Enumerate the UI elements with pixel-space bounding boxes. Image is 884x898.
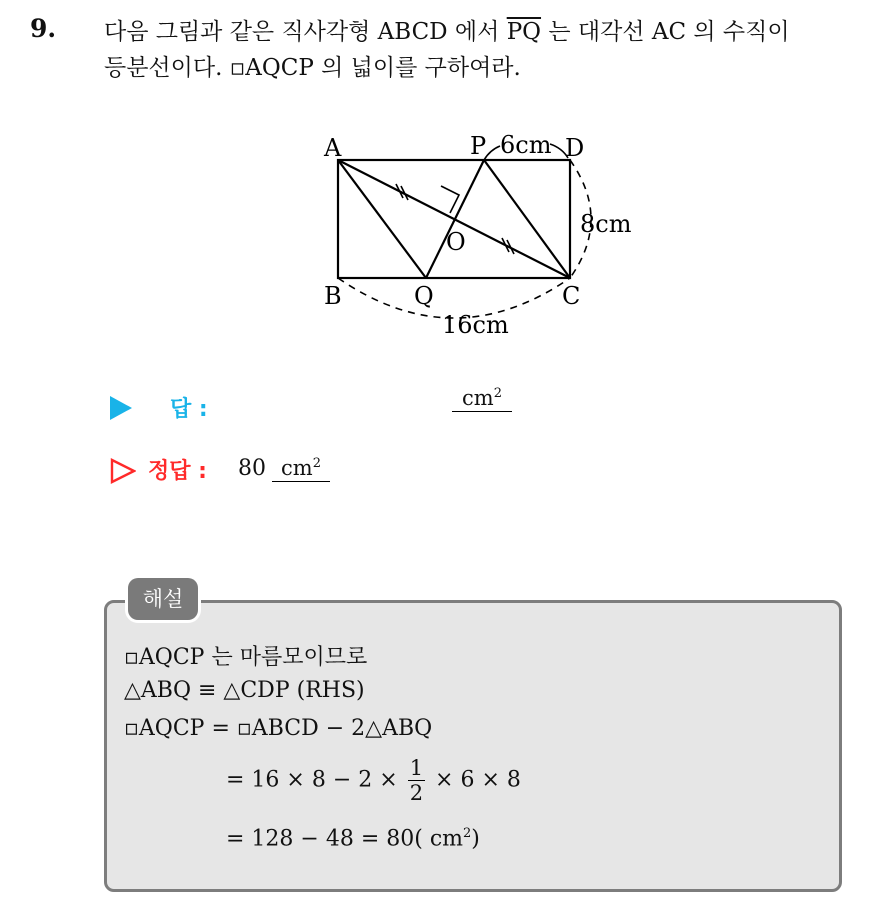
correct-answer-row <box>110 454 410 488</box>
play-icon <box>110 396 132 420</box>
arc-pd-left <box>484 146 500 160</box>
segment-pq: $\overline{PQ}$ <box>506 19 542 45</box>
segment-aq <box>338 160 426 278</box>
correct-answer-value: 80 <box>238 456 266 481</box>
solution-line-4-post: × 6 × 8 <box>428 767 521 793</box>
question-line-1-prefix: 다음 그림과 같은 직사각형 ABCD 에서 <box>104 19 507 45</box>
solution-line-4 <box>226 756 521 805</box>
label-dc-length: 8cm <box>580 210 632 238</box>
label-d: D <box>565 134 585 162</box>
question-line-1 <box>104 14 790 50</box>
correct-answer-unit: cm <box>281 456 313 480</box>
solution-line-5 <box>226 826 480 851</box>
segment-pq-line <box>426 160 484 278</box>
right-angle-mark <box>441 186 459 213</box>
question-number: 9. <box>30 14 57 43</box>
label-a: A <box>324 134 342 162</box>
label-c: C <box>562 282 581 310</box>
solution-tag: 해설 <box>128 578 198 620</box>
rectangle-figure <box>310 128 650 348</box>
label-p: P <box>470 132 487 160</box>
solution-line-5-post: ) <box>471 826 480 852</box>
solution-line-5-exponent: 2 <box>463 826 472 841</box>
solution-line-1: ▫AQCP 는 마름모이므로 <box>124 645 368 670</box>
label-q: Q <box>414 282 434 310</box>
label-o: O <box>446 228 466 256</box>
fraction-denominator: 2 <box>409 781 424 805</box>
question-text <box>104 14 790 86</box>
answer-label: 답 : <box>170 397 208 422</box>
correct-answer-unit-exponent: 2 <box>312 456 321 471</box>
solution-line-3: ▫AQCP = ▫ABCD − 2△ABQ <box>124 716 433 741</box>
segment-pc <box>484 160 570 278</box>
label-pd-length: 6cm <box>500 131 552 159</box>
question-line-1-suffix: 는 대각선 AC 의 수직이 <box>541 19 790 45</box>
solution-line-2: △ABQ ≡ △CDP (RHS) <box>124 678 365 703</box>
answer-unit: cm <box>462 386 494 410</box>
label-bc-length: 16cm <box>442 311 509 339</box>
fraction-numerator: 1 <box>409 756 424 780</box>
solution-line-4-pre: = 16 × 8 − 2 × <box>226 767 405 793</box>
label-b: B <box>324 282 342 310</box>
answer-blank[interactable] <box>452 386 512 412</box>
correct-answer-label: 정답 : <box>148 459 207 484</box>
question-line-2: 등분선이다. ▫AQCP 의 넓이를 구하여라. <box>104 55 521 81</box>
play-outline-icon <box>110 458 136 484</box>
solution-line-5-pre: = 128 − 48 = 80( cm <box>226 826 464 852</box>
correct-answer-unit-box <box>272 456 330 482</box>
fraction-one-half <box>408 756 425 805</box>
answer-row <box>110 386 530 424</box>
answer-unit-exponent: 2 <box>493 386 502 401</box>
